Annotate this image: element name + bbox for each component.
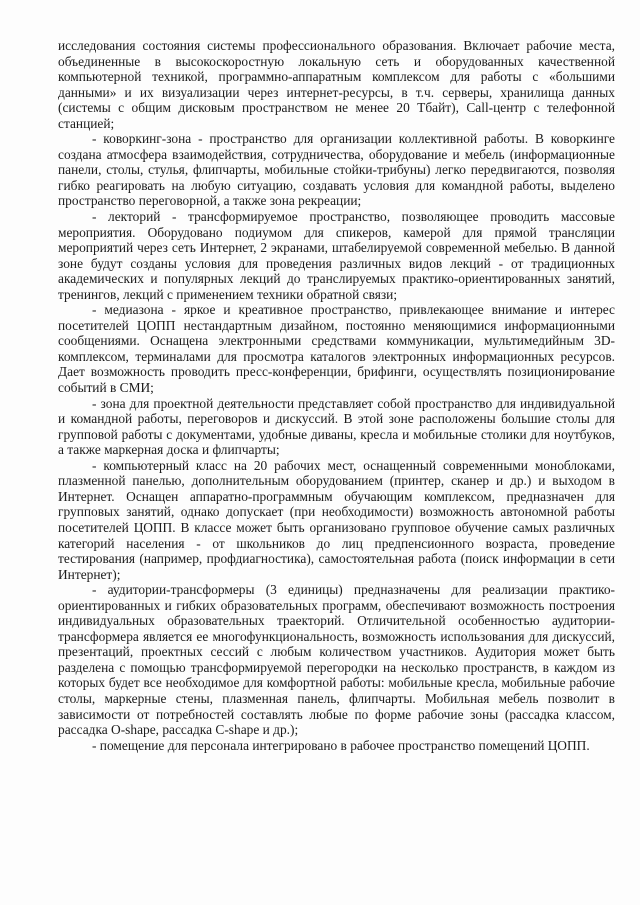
paragraph-staff-room: - помещение для персонала интегрировано в рабочее пространство помещений ЦОПП. [92,737,590,753]
paragraph-media-zone: - медиазона - яркое и креативное пространство, привлекающее внимание и интерес посетителей ЦОПП нестандартным дизайном, постоянно меняющимися информационными сообщениями. Оснащена электронными средствами коммуникации, мультимедийным 3D-комплексом, терминалами для просмотра каталогов электронных информационных ресурсов. Дает возможность проводить пресс-конференции, брифинги, осуществлять позиционирование событий в СМИ; [58,302,615,396]
paragraph-project-zone: - зона для проектной деятельности представляет собой пространство для индивидуальной и командной работы, переговоров и дискуссий. В этой зоне расположены большие столы для групповой работы с документами, удобные диваны, кресла и мобильные столики для ноутбуков, а также маркерная доска и флипчарты; [58,395,615,458]
document-body [58,38,615,753]
paragraph-coworking-zone: - коворкинг-зона - пространство для организации коллективной работы. В коворкинге создана атмосфера взаимодействия, сотрудничества, оборудование и мебель (информационные панели, столы, стулья, флипчарты, мобильные стойки-трибуны) легко передвигаются, позволяя гибко реагировать на любую ситуацию, создавать условия для командной работы, выделено пространство переговорной, а также зона рекреации; [58,131,615,209]
paragraph-computer-class: - компьютерный класс на 20 рабочих мест, оснащенный современными моноблоками, плазменной панелью, дополнительным оборудованием (принтер, сканер и др.) и выходом в Интернет. Оснащен аппаратно-программным обучающим комплексом, предназначен для групповых занятий, однако допускает (при необходимости) возможность автономной работы посетителей ЦОПП. В классе может быть организовано групповое обучение самых различных категорий населения - от школьников до лиц предпенсионного возраста, проведение тестирования (например, профдиагностика), самостоятельная работа (поиск информации в сети Интернет); [58,457,615,582]
paragraph-lecture-hall: - лекторий - трансформируемое пространство, позволяющее проводить массовые мероприятия. Оборудовано подиумом для спикеров, камерой для прямой трансляции мероприятий через сеть Интернет, 2 экранами, штабелируемой современной мебелью. В данной зоне будут созданы условия для проведения различных видов лекций - от традиционных академических и популярных лекций до транслируемых практико-ориентированных занятий, тренингов, лекций с применением техники обратной связи; [58,209,615,302]
paragraph-transformer-rooms: - аудитории-трансформеры (3 единицы) предназначены для реализации практико-ориентированных и гибких образовательных программ, обеспечивают возможность построения индивидуальных образовательных траекторий. Отличительной особенностью аудитории-трансформера является ее многофункциональность, возможность использования для дискуссий, презентаций, проектных сессий с любым количеством участников. Аудитория может быть разделена с помощью трансформируемой перегородки на несколько пространств, в каждом из которых будет все необходимое для комфортной работы: мобильные кресла, мобильные рабочие столы, маркерные стены, плазменная панель, флипчарты. Мобильная мебель позволит в зависимости от потребностей составлять любые по форме рабочие зоны (рассадка классом, рассадка О-shape, рассадка С-shape и др.); [58,582,615,738]
paragraph-research-center: исследования состояния системы профессионального образования. Включает рабочие места, объединенные в высокоскоростную локальную сеть и оборудованных качественной компьютерной техникой, программно-аппаратным комплексом для работы с «большими данными» и их визуализации через интернет-ресурсы, в т.ч. серверы, хранилища данных (системы с общим дисковым пространством не менее 20 Тбайт), Call-центр с телефонной станцией; [58,38,615,131]
